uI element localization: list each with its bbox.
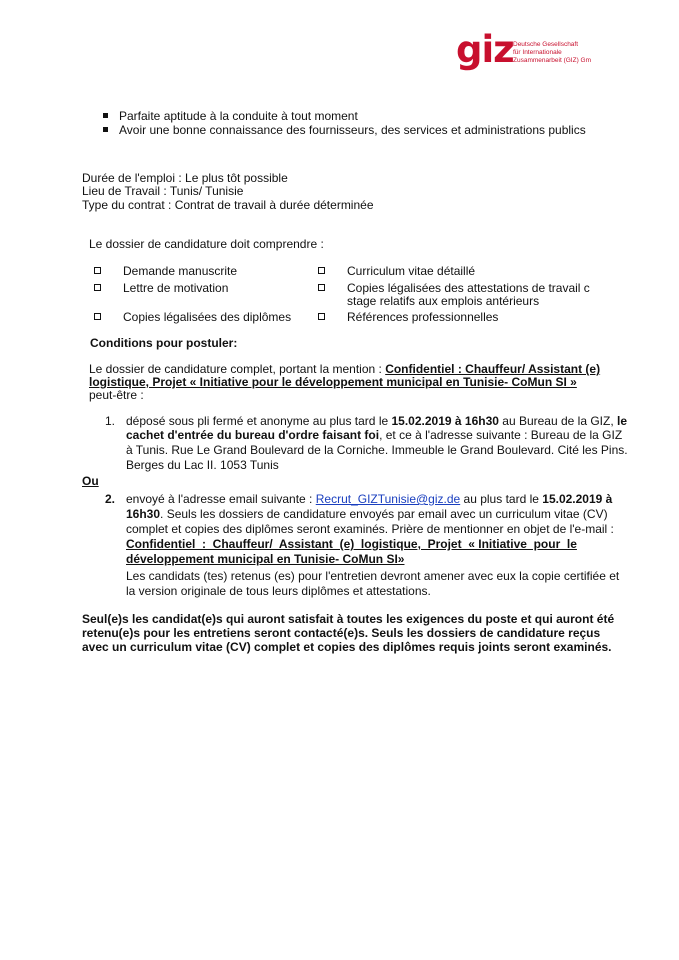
checklist-item: Curriculum vitae détaillé bbox=[347, 264, 476, 278]
checklist-item: Copies légalisées des attestations de travail c bbox=[347, 281, 590, 295]
mention-bold-1: Confidentiel : Chauffeur/ Assistant (e) bbox=[385, 362, 601, 376]
bullet-square-icon bbox=[103, 127, 108, 132]
item-2-line-7: la version originale de tous leurs diplômes et attestations. bbox=[126, 584, 431, 598]
mention-suffix: peut-être : bbox=[89, 388, 144, 402]
duree-value: : Le plus tôt possible bbox=[175, 171, 288, 185]
mention-line-1 bbox=[89, 362, 600, 376]
bullet-text: Parfaite aptitude à la conduite à tout moment bbox=[119, 109, 358, 123]
logo-line-1: Deutsche Gesellschaft bbox=[513, 41, 579, 48]
item-2-text-b: au plus tard le bbox=[460, 492, 543, 506]
dossier-intro: Le dossier de candidature doit comprendre : bbox=[89, 237, 324, 251]
ou-separator: Ou bbox=[82, 474, 99, 488]
item-1-number: 1. bbox=[105, 414, 116, 428]
item-2-deadline-time: 16h30 bbox=[126, 507, 161, 521]
logo-line-2: für Internationale bbox=[513, 49, 562, 56]
mention-line-2: logistique, Projet « Initiative pour le développement municipal en Tunisie- CoMun SI » bbox=[89, 375, 577, 389]
giz-wordmark: giz bbox=[456, 28, 514, 71]
bullet-item bbox=[103, 109, 358, 123]
conditions-title: Conditions pour postuler: bbox=[90, 336, 238, 350]
mention-prefix: Le dossier de candidature complet, portant la mention : bbox=[89, 362, 386, 376]
item-1-line-1 bbox=[126, 414, 627, 428]
item-2-subject-line-2: développement municipal en Tunisie- CoMun SI» bbox=[126, 552, 405, 566]
item-1-address-intro: , et ce à l'adresse suivante : Bureau de la GIZ bbox=[379, 428, 623, 442]
lieu-travail: Lieu de Travail : Tunis/ Tunisie bbox=[82, 184, 244, 198]
duree-label: Durée de l'emploi bbox=[82, 171, 176, 185]
checkbox-icon bbox=[94, 284, 101, 291]
checklist-item: Demande manuscrite bbox=[123, 264, 238, 278]
closing-line-2: retenu(e)s pour les entretiens seront contacté(e)s. Seuls les dossiers de candidature reçus bbox=[82, 626, 601, 640]
item-2-line-6: Les candidats (tes) retenus (es) pour l'entretien devront amener avec eux la copie certifiée et bbox=[126, 569, 620, 583]
item-1-line-4: Berges du Lac II. 1053 Tunis bbox=[126, 458, 279, 472]
item-2-subject-line-1: Confidentiel : Chauffeur/ Assistant (e) logistique, Projet « Initiative pour le bbox=[126, 537, 577, 551]
item-2-line-3: complet et copies des diplômes seront examinés. Prière de mentionner en objet de l'e-mail : bbox=[126, 522, 614, 536]
item-2-line-1 bbox=[126, 492, 612, 506]
closing-line-3: avec un curriculum vitae (CV) complet et copies des diplômes requis joints seront examinés. bbox=[82, 640, 612, 654]
bullet-square-icon bbox=[103, 113, 108, 118]
closing-line-1: Seul(e)s les candidat(e)s qui auront satisfait à toutes les exigences du poste et qui auront été bbox=[82, 612, 615, 626]
checklist-item: Copies légalisées des diplômes bbox=[123, 310, 292, 324]
checkbox-icon bbox=[94, 313, 101, 320]
checkbox-icon bbox=[318, 284, 325, 291]
bullet-text: Avoir une bonne connaissance des fournisseurs, des services et administrations publics bbox=[119, 123, 586, 137]
item-2-deadline: 15.02.2019 à bbox=[542, 492, 613, 506]
item-1-line-3: à Tunis. Rue Le Grand Boulevard de la Corniche. Immeuble le Grand Boulevard. Cité les Pins. bbox=[126, 443, 628, 457]
item-2-text: envoyé à l'adresse email suivante : bbox=[126, 492, 316, 506]
item-1-text-c: le bbox=[617, 414, 628, 428]
item-2-text-c: . Seuls les dossiers de candidature envoyés par email avec un curriculum vitae (CV) bbox=[160, 507, 608, 521]
item-1-text-b: au Bureau de la GIZ, bbox=[498, 414, 618, 428]
checklist-item: Références professionnelles bbox=[347, 310, 499, 324]
item-2-line-2 bbox=[126, 507, 608, 521]
checkbox-icon bbox=[318, 267, 325, 274]
item-2-number: 2. bbox=[105, 492, 116, 506]
item-1-cachet: cachet d'entrée du bureau d'ordre faisant foi bbox=[126, 428, 380, 442]
item-1-deadline: 15.02.2019 à 16h30 bbox=[391, 414, 499, 428]
type-contrat: Type du contrat : Contrat de travail à durée déterminée bbox=[82, 198, 374, 212]
bullet-item bbox=[103, 123, 586, 137]
duree-emploi bbox=[82, 171, 288, 185]
item-1-line-2 bbox=[126, 428, 622, 442]
checkbox-icon bbox=[94, 267, 101, 274]
checklist-item-continued: stage relatifs aux emplois antérieurs bbox=[347, 294, 540, 308]
email-link[interactable]: Recrut_GIZTunisie@giz.de bbox=[315, 492, 461, 506]
checklist-item: Lettre de motivation bbox=[123, 281, 229, 295]
checkbox-icon bbox=[318, 313, 325, 320]
item-1-text: déposé sous pli fermé et anonyme au plus tard le bbox=[126, 414, 392, 428]
logo-line-3: Zusammenarbeit (GIZ) Gm bbox=[513, 57, 592, 64]
